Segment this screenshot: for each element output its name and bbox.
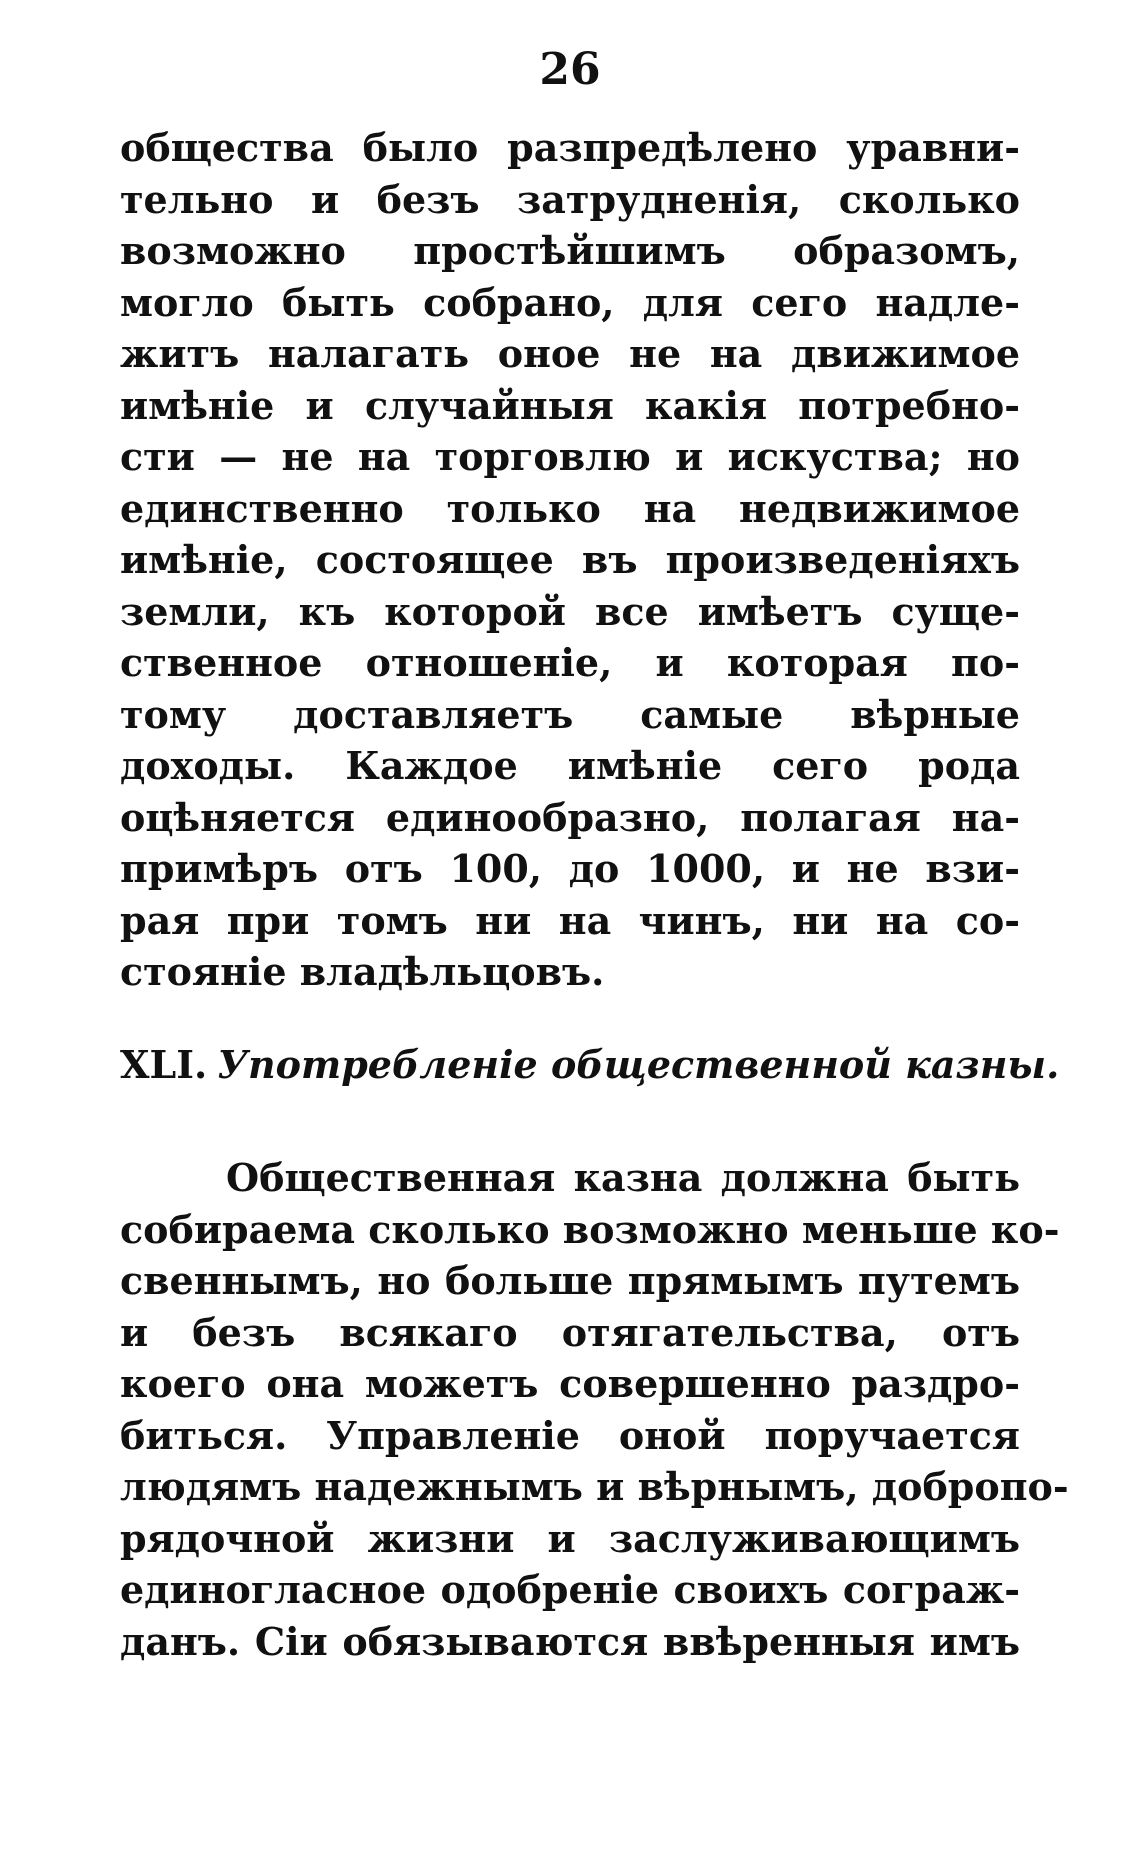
section-title: Употребленіе общественной казны.: [217, 1042, 1060, 1087]
text-line: единственно только на недвижимое: [120, 485, 1020, 531]
text-line: общества было разпредѣлено уравни-: [120, 125, 1020, 170]
text-line: и безъ всякаго отягательства, отъ: [120, 1309, 1020, 1355]
text-line: оцѣняется единообразно, полагая на-: [120, 794, 1020, 840]
text-line: тельно и безъ затрудненія, сколько: [120, 176, 1020, 222]
text-line: земли, къ которой все имѣетъ суще-: [120, 588, 1020, 634]
text-line: людямъ надежнымъ и вѣрнымъ, добропо-: [120, 1464, 1069, 1509]
paragraph-1: [120, 122, 1020, 998]
text-line: тому доставляетъ самые вѣрные: [120, 691, 1020, 737]
text-line: биться. Управленіе оной поручается: [120, 1412, 1020, 1458]
text-line: рая при томъ ни на чинъ, ни на со-: [120, 897, 1020, 943]
text-line: примѣръ отъ 100, до 1000, и не взи-: [120, 846, 1020, 891]
text-line: имѣніе, состоящее въ произведеніяхъ: [120, 537, 1020, 582]
text-line: доходы. Каждое имѣніе сего рода: [120, 743, 1020, 788]
text-line: данъ. Сіи обязываются ввѣренныя имъ: [120, 1618, 1020, 1664]
text-line: имѣніе и случайныя какія потребно-: [120, 382, 1020, 428]
section-number: XLI.: [120, 1042, 208, 1087]
text-line: Общественная казна должна быть: [226, 1155, 1020, 1200]
paragraph-2: [120, 1152, 1069, 1667]
section-heading: [120, 1042, 1060, 1087]
text-line: могло быть собрано, для сего надле-: [120, 279, 1020, 325]
text-line: коего она можетъ совершенно раздро-: [120, 1361, 1020, 1406]
page-number: 26: [539, 44, 601, 95]
text-line: единогласное одобреніе своихъ сограж-: [120, 1567, 1020, 1612]
text-line: сти — не на торговлю и искуства; но: [120, 434, 1020, 479]
text-line: собираема сколько возможно меньше ко-: [120, 1206, 1060, 1252]
text-line: стояніе владѣльцовъ.: [120, 949, 605, 994]
text-line: житъ налагать оное не на движимое: [120, 331, 1020, 376]
text-line: рядочной жизни и заслуживающимъ: [120, 1515, 1020, 1561]
text-line: свеннымъ, но больше прямымъ путемъ: [120, 1258, 1020, 1303]
text-line: возможно простѣйшимъ образомъ,: [120, 228, 1020, 273]
text-line: ственное отношеніе, и которая по-: [120, 640, 1020, 685]
